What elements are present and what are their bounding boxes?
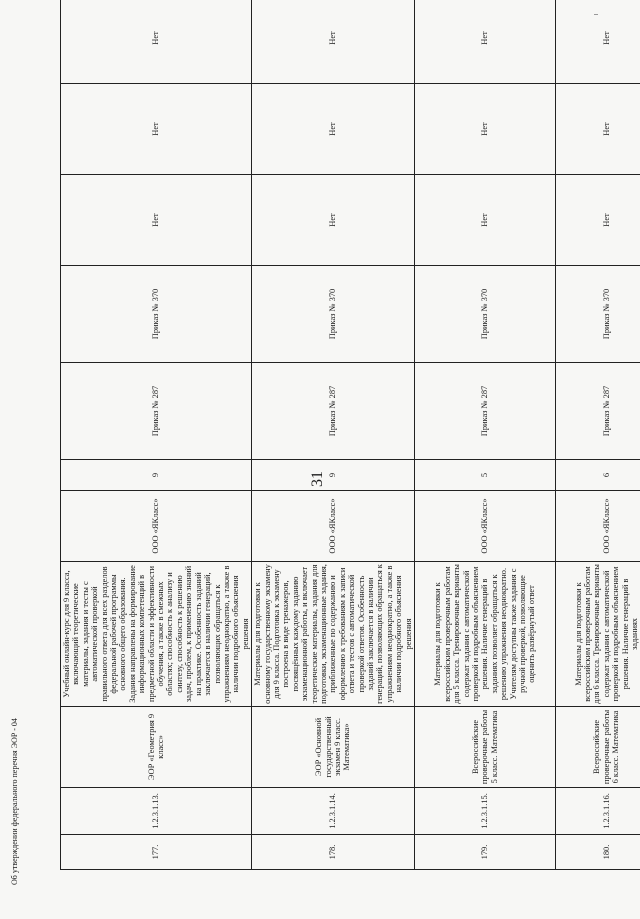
cell-order2: Приказ № 370 [252, 266, 415, 363]
table-row [415, 0, 556, 870]
cell-org: ООО «ЯКласс» [556, 491, 640, 562]
cell-order1: Приказ № 287 [252, 363, 415, 460]
cell-org: ООО «ЯКласс» [61, 491, 252, 562]
cell-c2: Нет [415, 84, 556, 175]
cell-c3: Нет [61, 0, 252, 84]
cell-c1: Нет [61, 175, 252, 266]
cell-order2: Приказ № 370 [61, 266, 252, 363]
cell-c2: Нет [252, 84, 415, 175]
cell-code: 1.2.3.1.14. [252, 788, 415, 835]
cell-c3: Нет [252, 0, 415, 84]
cell-name: Всероссийские проверочные работы 5 класс. Математика [415, 707, 556, 788]
footer-text: Об утверждении федерального перечня ЭОР - 04 [10, 718, 19, 885]
cell-num: 177. [61, 835, 252, 870]
cell-c3: Нет [556, 0, 640, 84]
cell-order1: Приказ № 287 [415, 363, 556, 460]
cell-desc: Материалы для подготовки к всероссийским проверочным работам для 5 класса. Тренировочные варианты содержат задания с автоматической проверкой и подробным объяснением решения. Наличие генераций в заданиях позволяет обращаться к решению упражнения неоднократно. Учителям доступны также задания с ручной проверкой, позволяющие оценить развёрнутый ответ [415, 562, 556, 707]
cell-grade: 9 [61, 460, 252, 491]
cell-grade: 5 [415, 460, 556, 491]
cell-order1: Приказ № 287 [556, 363, 640, 460]
cell-grade: 9 [252, 460, 415, 491]
cell-c1: Нет [415, 175, 556, 266]
cell-num: 178. [252, 835, 415, 870]
cell-desc: Материалы для подготовки к основному государственному экзамену для 9 класса. Подготовка к экзамену построена в виде тренажеров, посвящённых каждому заданию экзаменационной работы, и включает теоретические материалы, задания для подготовки, экзаменационные задания, приближенные по содержанию и оформлению к требованиям к записи ответа и тестов с автоматической проверкой ответов. Особенность заданий заключается в наличии генераций, позволяющих обращаться к упражнениям неоднократно, а также в наличии подробного объяснения решения [252, 562, 415, 707]
cell-order2: Приказ № 370 [556, 266, 640, 363]
cell-org: ООО «ЯКласс» [252, 491, 415, 562]
page-number: 31 [309, 471, 326, 487]
cell-c2: Нет [61, 84, 252, 175]
table-row [61, 0, 252, 870]
cell-order1: Приказ № 287 [61, 363, 252, 460]
cell-order2: Приказ № 370 [415, 266, 556, 363]
cell-c1: Нет [556, 175, 640, 266]
cell-name: Всероссийские проверочные работы 6 класс. Математика [556, 707, 640, 788]
table-row [252, 0, 415, 870]
cell-code: 1.2.3.1.16. [556, 788, 640, 835]
cell-desc: Материалы для подготовки к всероссийским проверочным работам для 6 класса. Тренировочные варианты содержат задания с автоматической проверкой и подробным объяснением решения. Наличие генераций в заданиях [556, 562, 640, 707]
cell-num: 180. [556, 835, 640, 870]
cell-desc: Учебный онлайн-курс для 9 класса, включающий теоретические материалы, задания и тесты с автоматической проверкой правильного ответа для всех разделов федеральной рабочей программы основного общего образования. Задания направлены на формирование информационных компетенций в предметной области и эффективности обучения, а также в смежных областях; способность к анализу и синтезу, способность к решению задач, проблем, к применению знаний на практике. Особенность заданий заключается в наличии генераций, позволяющих обращаться к упражнениям неоднократно, а также в наличии подробного объяснения решения [61, 562, 252, 707]
register-table [60, 0, 640, 870]
cell-grade: 6 [556, 460, 640, 491]
register-table-rotated [60, 31, 640, 870]
cell-org: ООО «ЯКласс» [415, 491, 556, 562]
cell-name: ЭОР «Геометрия 9 класс» [61, 707, 252, 788]
cell-code: 1.2.3.1.13. [61, 788, 252, 835]
cell-name: ЭОР «Основной государственный экзамен 9 класс. Математика» [252, 707, 415, 788]
table-row [556, 0, 640, 870]
cell-num: 179. [415, 835, 556, 870]
cell-code: 1.2.3.1.15. [415, 788, 556, 835]
cell-c2: Нет [556, 84, 640, 175]
cell-c1: Нет [252, 175, 415, 266]
footer-rotated [10, 380, 28, 885]
cell-c3: Нет [415, 0, 556, 84]
